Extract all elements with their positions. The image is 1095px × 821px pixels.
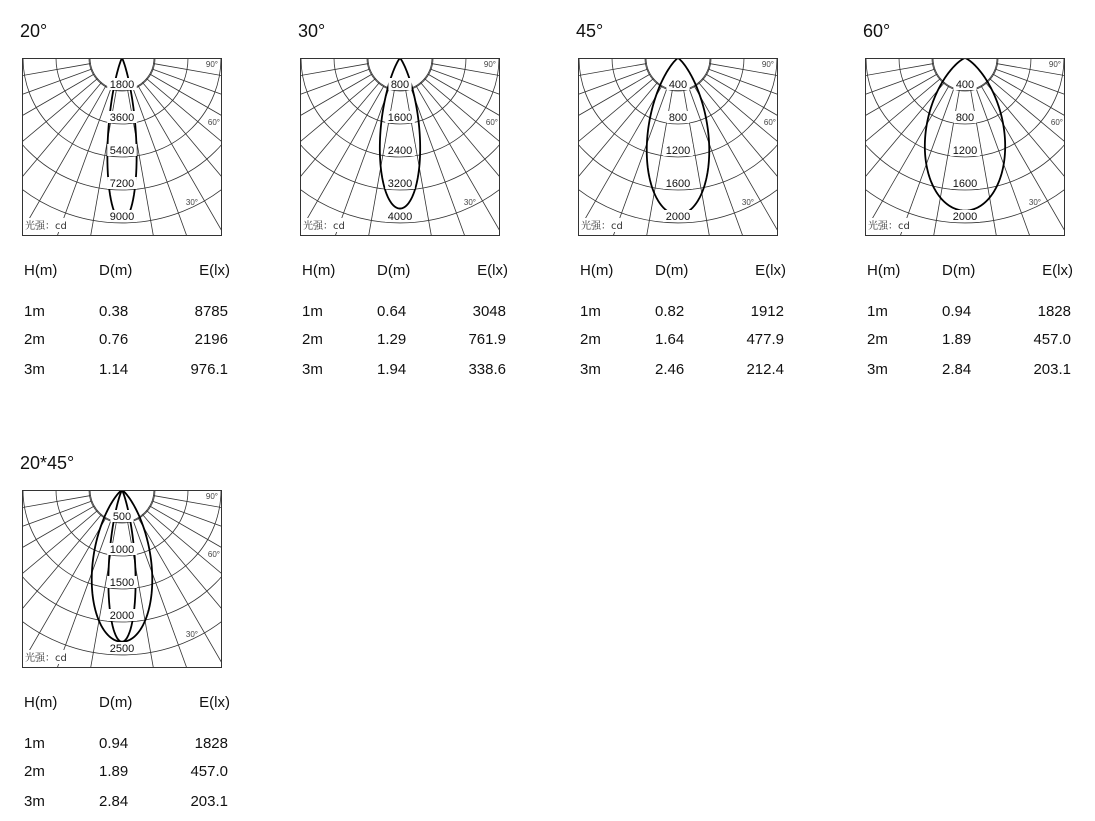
angle-label: 60° <box>207 118 220 127</box>
cell-illuminance: 976.1 <box>190 361 228 378</box>
grid-spoke <box>815 86 949 318</box>
chart-panel-20x45 <box>20 432 260 810</box>
angle-label: 60° <box>207 550 220 559</box>
ring-label: 1600 <box>665 178 691 190</box>
angle-label: 60° <box>485 118 498 127</box>
grid-spoke <box>138 86 272 318</box>
grid-spoke <box>0 64 90 111</box>
ring-label: 7200 <box>109 178 135 190</box>
cell-illuminance: 2196 <box>194 331 228 348</box>
header-height: H(m) <box>302 262 336 279</box>
grid-spoke <box>0 496 90 543</box>
table-header <box>24 694 234 714</box>
grid-spoke <box>138 518 272 750</box>
cell-diameter: 2.84 <box>99 793 129 810</box>
table-row <box>24 793 234 813</box>
cell-illuminance: 338.6 <box>468 361 506 378</box>
cell-illuminance: 477.9 <box>746 331 784 348</box>
ring-label: 2500 <box>109 643 135 655</box>
ring-label: 2400 <box>387 145 413 157</box>
cell-illuminance: 203.1 <box>1033 361 1071 378</box>
cell-diameter: 1.94 <box>377 361 407 378</box>
chart-title: 30° <box>298 21 326 41</box>
cell-height: 1m <box>867 303 888 320</box>
angle-label: 60° <box>763 118 776 127</box>
ring-label: 500 <box>112 511 132 523</box>
table-row <box>24 331 234 351</box>
grid-ring <box>23 58 221 157</box>
cell-illuminance: 212.4 <box>746 361 784 378</box>
polar-diagram <box>578 58 778 236</box>
cell-illuminance: 457.0 <box>190 763 228 780</box>
chart-panel-30 <box>298 0 538 378</box>
ring-label: 4000 <box>387 211 413 223</box>
grid-ring <box>800 58 1095 223</box>
table-row <box>24 735 234 755</box>
header-height: H(m) <box>867 262 901 279</box>
ring-label: 9000 <box>109 211 135 223</box>
cell-height: 3m <box>867 361 888 378</box>
cell-illuminance: 761.9 <box>468 331 506 348</box>
table-row <box>24 303 234 323</box>
unit-label: 光强：cd <box>303 221 345 232</box>
cell-height: 2m <box>302 331 323 348</box>
header-diameter: D(m) <box>99 694 133 711</box>
cell-diameter: 0.94 <box>942 303 972 320</box>
cell-height: 2m <box>24 763 45 780</box>
grid-spoke <box>997 64 1095 111</box>
angle-label: 90° <box>483 60 496 69</box>
cell-diameter: 0.64 <box>377 303 407 320</box>
cell-diameter: 0.38 <box>99 303 129 320</box>
ring-label: 2000 <box>665 211 691 223</box>
cell-height: 1m <box>302 303 323 320</box>
table-header <box>580 262 790 282</box>
cell-height: 3m <box>24 361 45 378</box>
unit-label: 光强：cd <box>25 221 67 232</box>
cell-height: 3m <box>24 793 45 810</box>
angle-label: 30° <box>463 198 476 207</box>
cell-diameter: 1.64 <box>655 331 685 348</box>
header-illuminance: E(lx) <box>199 262 230 279</box>
grid-ring <box>866 58 1064 157</box>
cell-diameter: 0.82 <box>655 303 685 320</box>
header-height: H(m) <box>24 694 58 711</box>
header-height: H(m) <box>580 262 614 279</box>
grid-spoke <box>150 506 382 640</box>
header-illuminance: E(lx) <box>199 694 230 711</box>
angle-label: 30° <box>185 630 198 639</box>
ring-label: 2000 <box>952 211 978 223</box>
ring-label: 800 <box>668 112 688 124</box>
table-row <box>867 331 1077 351</box>
chart-panel-45 <box>576 0 816 378</box>
chart-title: 20*45° <box>20 453 75 473</box>
cell-diameter: 0.76 <box>99 331 129 348</box>
ring-label: 1600 <box>952 178 978 190</box>
table-header <box>867 262 1077 282</box>
grid-spoke <box>995 69 1095 161</box>
ring-label: 1200 <box>952 145 978 157</box>
header-diameter: D(m) <box>655 262 689 279</box>
ring-label: 400 <box>955 79 975 91</box>
grid-ring <box>301 58 499 157</box>
table-header <box>302 262 512 282</box>
cell-diameter: 1.29 <box>377 331 407 348</box>
unit-label: 光强：cd <box>868 221 910 232</box>
cell-diameter: 2.84 <box>942 361 972 378</box>
cell-illuminance: 1828 <box>1037 303 1071 320</box>
unit-label: 光强：cd <box>25 653 67 664</box>
chart-panel-60 <box>863 0 1095 378</box>
cell-diameter: 0.94 <box>99 735 129 752</box>
angle-label: 90° <box>205 60 218 69</box>
polar-diagram <box>300 58 500 236</box>
ring-label: 3200 <box>387 178 413 190</box>
angle-label: 30° <box>185 198 198 207</box>
grid-spoke <box>0 86 106 318</box>
ring-label: 3600 <box>109 112 135 124</box>
cell-illuminance: 3048 <box>472 303 506 320</box>
cell-diameter: 2.46 <box>655 361 685 378</box>
polar-diagram <box>22 58 222 236</box>
cell-illuminance: 203.1 <box>190 793 228 810</box>
ring-label: 800 <box>390 79 410 91</box>
cell-height: 3m <box>302 361 323 378</box>
ring-label: 1800 <box>109 79 135 91</box>
ring-label: 1600 <box>387 112 413 124</box>
ring-label: 1500 <box>109 577 135 589</box>
ring-label: 5400 <box>109 145 135 157</box>
cell-height: 2m <box>867 331 888 348</box>
table-row <box>580 303 790 323</box>
angle-label: 30° <box>1028 198 1041 207</box>
table-row <box>302 361 512 381</box>
cell-illuminance: 457.0 <box>1033 331 1071 348</box>
polar-diagram <box>22 490 222 668</box>
grid-spoke <box>416 86 550 318</box>
cell-diameter: 1.89 <box>942 331 972 348</box>
chart-title: 60° <box>863 21 891 41</box>
unit-label: 光强：cd <box>581 221 623 232</box>
grid-ring <box>579 58 777 157</box>
angle-label: 90° <box>761 60 774 69</box>
header-height: H(m) <box>24 262 58 279</box>
grid-spoke <box>0 518 106 750</box>
header-diameter: D(m) <box>377 262 411 279</box>
angle-label: 90° <box>205 492 218 501</box>
table-row <box>580 331 790 351</box>
polar-diagram <box>865 58 1065 236</box>
ring-label: 1000 <box>109 544 135 556</box>
table-row <box>24 763 234 783</box>
header-diameter: D(m) <box>942 262 976 279</box>
table-row <box>302 331 512 351</box>
chart-panel-20 <box>20 0 260 378</box>
cell-height: 3m <box>580 361 601 378</box>
cell-diameter: 1.89 <box>99 763 129 780</box>
chart-title: 45° <box>576 21 604 41</box>
angle-label: 90° <box>1048 60 1061 69</box>
cell-illuminance: 8785 <box>194 303 228 320</box>
grid-spoke <box>986 83 1095 288</box>
grid-spoke <box>154 496 418 543</box>
cell-illuminance: 1912 <box>750 303 784 320</box>
ring-label: 1200 <box>665 145 691 157</box>
cell-illuminance: 1828 <box>194 735 228 752</box>
cell-diameter: 1.14 <box>99 361 129 378</box>
ring-label: 400 <box>668 79 688 91</box>
header-illuminance: E(lx) <box>477 262 508 279</box>
cell-height: 2m <box>580 331 601 348</box>
cell-height: 2m <box>24 331 45 348</box>
cell-height: 1m <box>580 303 601 320</box>
grid-spoke <box>147 511 352 683</box>
table-row <box>24 361 234 381</box>
grid-spoke <box>694 86 828 318</box>
ring-label: 800 <box>955 112 975 124</box>
angle-label: 30° <box>741 198 754 207</box>
table-row <box>867 361 1077 381</box>
table-row <box>302 303 512 323</box>
header-illuminance: E(lx) <box>755 262 786 279</box>
cell-height: 1m <box>24 735 45 752</box>
ring-label: 2000 <box>109 610 135 622</box>
table-row <box>580 361 790 381</box>
table-row <box>867 303 1077 323</box>
table-header <box>24 262 234 282</box>
header-illuminance: E(lx) <box>1042 262 1073 279</box>
grid-spoke <box>250 86 384 318</box>
angle-label: 60° <box>1050 118 1063 127</box>
grid-ring <box>23 490 221 589</box>
header-diameter: D(m) <box>99 262 133 279</box>
grid-spoke <box>528 86 662 318</box>
cell-height: 1m <box>24 303 45 320</box>
chart-title: 20° <box>20 21 48 41</box>
